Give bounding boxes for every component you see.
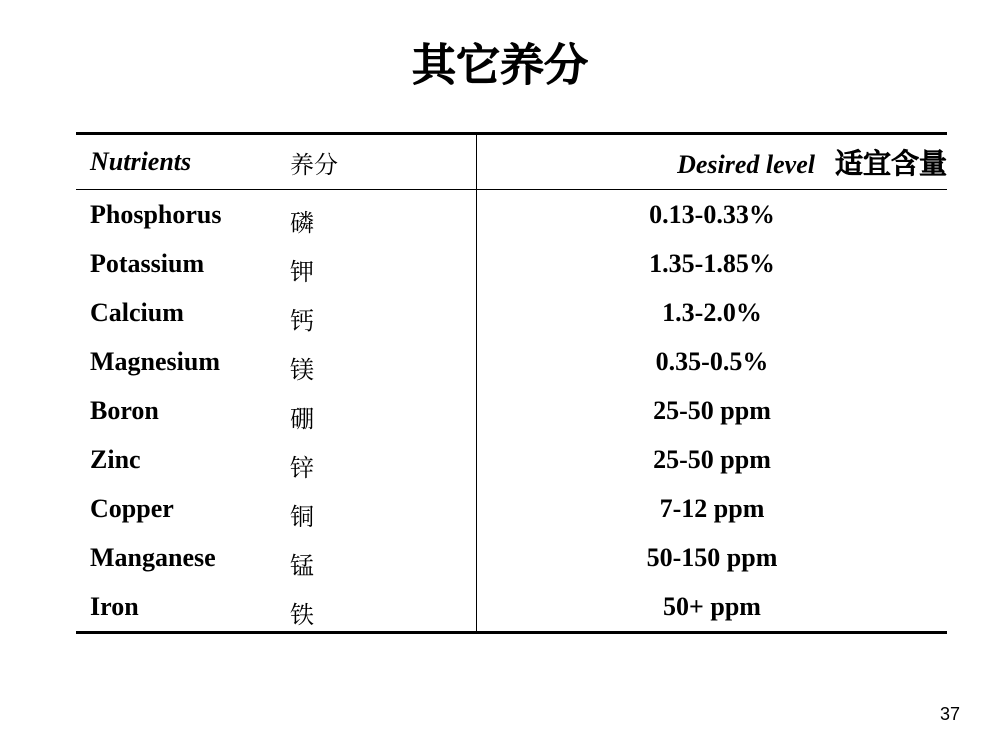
table-header <box>76 134 947 190</box>
header-nutrients-cn <box>290 134 477 190</box>
page-number: 37 <box>939 704 960 724</box>
table-row <box>76 239 947 288</box>
nutrient-name-cn-text: 铜 <box>290 503 314 531</box>
table-row <box>76 582 947 633</box>
header-desired-level-en: Desired level <box>677 150 815 179</box>
nutrient-name-cn-text: 镁 <box>290 356 314 384</box>
nutrient-name-cn <box>290 239 477 288</box>
nutrient-name-cn <box>290 337 477 386</box>
nutrient-name: Magnesium <box>90 346 220 376</box>
nutrient-name-cn-text: 铁 <box>290 601 314 629</box>
nutrient-name-cn-text: 钾 <box>290 258 314 286</box>
nutrient-name: Calcium <box>90 297 184 327</box>
desired-level: 50-150 ppm <box>477 533 948 582</box>
nutrient-name: Iron <box>90 591 139 621</box>
table-row <box>76 533 947 582</box>
nutrient-name-cn-text: 钙 <box>290 307 314 335</box>
nutrient-name: Phosphorus <box>90 199 222 229</box>
table-row <box>76 435 947 484</box>
table-row <box>76 386 947 435</box>
nutrient-name: Manganese <box>90 542 216 572</box>
nutrient-name-cn <box>290 386 477 435</box>
nutrient-name-cn-text: 硼 <box>290 405 314 433</box>
table-row <box>76 288 947 337</box>
desired-level: 1.35-1.85% <box>477 239 948 288</box>
header-row <box>76 134 947 190</box>
table-row <box>76 190 947 240</box>
nutrient-name-cn <box>290 484 477 533</box>
nutrient-table-container <box>76 132 946 634</box>
desired-level: 50+ ppm <box>477 582 948 633</box>
nutrient-name-cn <box>290 533 477 582</box>
nutrient-name-cn <box>290 435 477 484</box>
nutrient-name-cn-text: 磷 <box>290 209 314 237</box>
table-row <box>76 337 947 386</box>
header-desired-level <box>477 134 948 190</box>
table-body <box>76 190 947 633</box>
desired-level: 1.3-2.0% <box>477 288 948 337</box>
nutrient-name: Boron <box>90 395 159 425</box>
nutrient-name: Copper <box>90 493 174 523</box>
desired-level: 0.35-0.5% <box>477 337 948 386</box>
header-nutrients-en: Nutrients <box>90 147 192 176</box>
nutrient-name-cn-text: 锰 <box>290 552 314 580</box>
desired-level: 7-12 ppm <box>477 484 948 533</box>
desired-level: 25-50 ppm <box>477 435 948 484</box>
nutrient-name-cn <box>290 582 477 633</box>
nutrient-name-cn <box>290 190 477 240</box>
nutrient-name-cn <box>290 288 477 337</box>
desired-level: 0.13-0.33% <box>477 190 948 240</box>
nutrient-name: Zinc <box>90 444 141 474</box>
desired-level: 25-50 ppm <box>477 386 948 435</box>
nutrient-name: Potassium <box>90 248 205 278</box>
slide-title: 其它养分 <box>412 40 588 91</box>
table-row <box>76 484 947 533</box>
nutrient-name-cn-text: 锌 <box>290 454 314 482</box>
header-desired-level-cn: 适宜含量 <box>834 147 947 180</box>
nutrient-table <box>76 132 947 634</box>
header-nutrients-cn-text: 养分 <box>290 150 338 179</box>
